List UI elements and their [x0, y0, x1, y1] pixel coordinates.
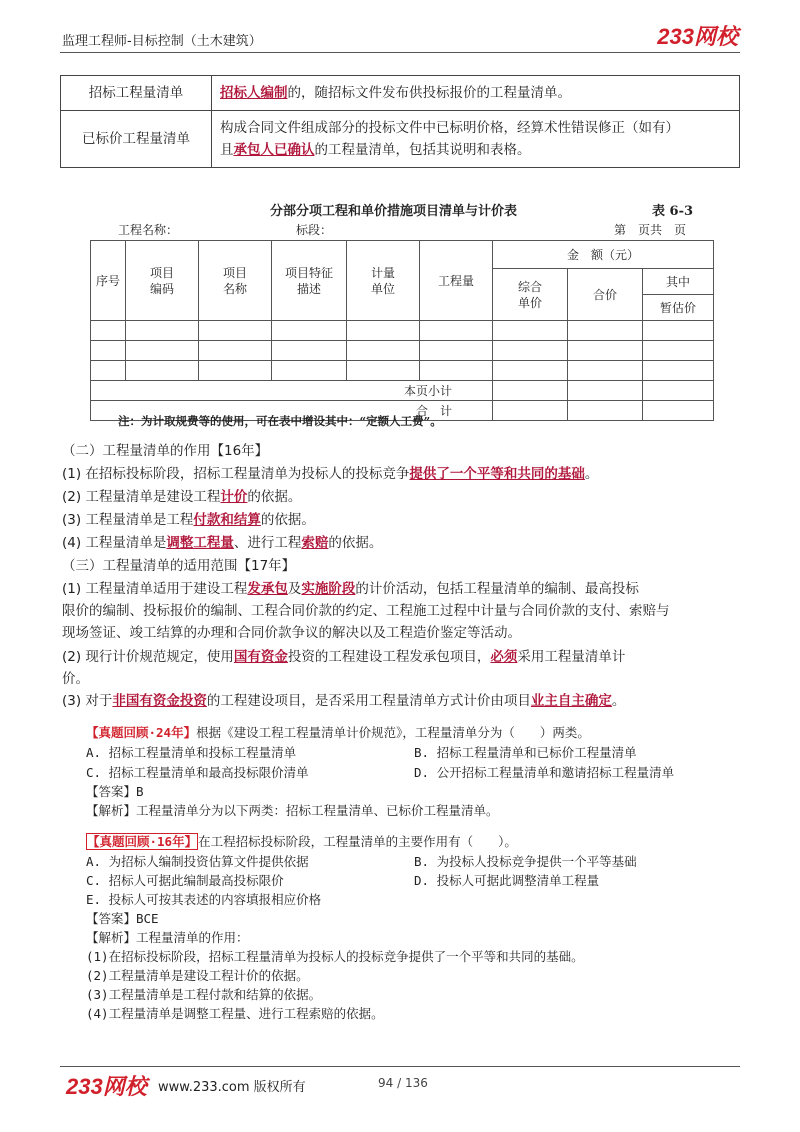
question-option: A. 招标工程量清单和投标工程量清单 — [86, 745, 297, 760]
table-title: 分部分项工程和单价措施项目清单与计价表 — [270, 204, 518, 219]
table-row — [91, 321, 714, 341]
col-amount: 金 额（元） — [493, 241, 714, 269]
col-seq: 序号 — [91, 241, 126, 321]
footer-copyright[interactable]: www.233.com 版权所有 — [158, 1080, 306, 1095]
question-tag: 【真题回顾·24年】 — [86, 725, 197, 740]
question-option: C. 招标工程量清单和最高投标限价清单 — [86, 765, 309, 780]
col-code: 项目编码 — [126, 241, 199, 321]
question-analysis: 【解析】工程量清单的作用： — [86, 930, 249, 945]
brand-logo: 233网校 — [657, 24, 738, 49]
question-option: E. 投标人可按其表述的内容填报相应价格 — [86, 892, 322, 907]
analysis-point: (3)工程量清单是工程付款和结算的依据。 — [86, 987, 322, 1002]
col-unit: 计量单位 — [347, 241, 420, 321]
col-name: 项目名称 — [199, 241, 272, 321]
section2-item: (2) 工程量清单是建设工程计价的依据。 — [62, 489, 302, 505]
section3-paragraph: (2) 现行计价规范规定，使用国有资金投资的工程建设工程发承包项目，必须采用工程量清单计 价。 — [62, 649, 626, 687]
table-note: 注：为计取规费等的使用，可在表中增设其中：“定额人工费”。 — [118, 414, 442, 428]
table-row — [91, 361, 714, 381]
definition-table — [60, 75, 740, 168]
question-stem: 【真题回顾·16年】在工程招标投标阶段，工程量清单的主要作用有（ ）。 — [87, 834, 517, 849]
question-option: B. 为投标人投标竞争提供一个平等基础 — [414, 854, 637, 869]
definition-row — [61, 76, 740, 111]
question-tag: 【真题回顾·16年】 — [87, 834, 198, 849]
definition-term: 已标价工程量清单 — [61, 111, 212, 168]
col-desc: 项目特征描述 — [272, 241, 347, 321]
table-number: 表 6-3 — [652, 204, 694, 219]
section3-paragraph: (1) 工程量清单适用于建设工程发承包及实施阶段的计价活动，包括工程量清单的编制、最高投标 限价的编制、投标报价的编制、工程合同价款的约定、工程施工过程中计量与合同价款的支付、索赔与 现场签证、竣工结算的办理和合同价款争议的解决以及工程造价鉴定等活动。 — [62, 581, 670, 641]
pricing-table — [90, 240, 714, 421]
project-name-label: 工程名称： — [118, 223, 179, 237]
definition-term: 招标工程量清单 — [61, 76, 212, 111]
section3-heading: （三）工程量清单的适用范围【17年】 — [62, 558, 296, 574]
col-among: 其中 — [643, 269, 714, 295]
question-option: C. 招标人可据此编制最高投标限价 — [86, 873, 284, 888]
section2-item: (1) 在招标投标阶段，招标工程量清单为投标人的投标竞争提供了一个平等和共同的基础。 — [62, 466, 599, 482]
section2-heading: （二）工程量清单的作用【16年】 — [62, 443, 269, 459]
col-qty: 工程量 — [420, 241, 493, 321]
col-unit-price: 综合单价 — [493, 269, 568, 321]
total-row: 合 计 — [91, 401, 714, 421]
section2-item: (3) 工程量清单是工程付款和结算的依据。 — [62, 512, 315, 528]
section-label: 标段： — [296, 223, 333, 237]
question-option: B. 招标工程量清单和已标价工程量清单 — [414, 745, 637, 760]
question-option: A. 为招标人编制投资估算文件提供依据 — [86, 854, 309, 869]
col-provisional: 暂估价 — [643, 295, 714, 321]
page-label: 第 页共 页 — [614, 223, 687, 237]
subtotal-row: 本页小计 — [91, 381, 714, 401]
question-option: D. 公开招标工程量清单和邀请招标工程量清单 — [414, 765, 675, 780]
definition-row — [61, 111, 740, 168]
question-analysis: 【解析】工程量清单分为以下两类：招标工程量清单、已标价工程量清单。 — [86, 803, 499, 818]
analysis-point: (2)工程量清单是建设工程计价的依据。 — [86, 968, 309, 983]
page-number: 94 / 136 — [378, 1076, 428, 1090]
question-stem: 【真题回顾·24年】根据《建设工程工程量清单计价规范》，工程量清单分为（ ）两类。 — [86, 725, 590, 740]
document-header-title: 监理工程师-目标控制（土木建筑） — [62, 34, 262, 49]
footer-rule — [60, 1066, 740, 1067]
question-option: D. 投标人可据此调整清单工程量 — [414, 873, 600, 888]
definition-text: 构成合同文件组成部分的投标文件中已标明价格，经算术性错误修正（如有） 且承包人已确认的工程量清单，包括其说明和表格。 — [212, 111, 740, 168]
analysis-point: (4)工程量清单是调整工程量、进行工程索赔的依据。 — [86, 1006, 384, 1021]
header-rule — [60, 52, 740, 53]
table-row — [91, 341, 714, 361]
section3-paragraph: (3) 对于非国有资金投资的工程建设项目，是否采用工程量清单方式计价由项目业主自主确定。 — [62, 693, 626, 709]
footer-logo: 233网校 — [66, 1074, 147, 1099]
question-answer: 【答案】B — [86, 784, 144, 799]
section2-item: (4) 工程量清单是调整工程量、进行工程索赔的依据。 — [62, 535, 383, 551]
analysis-point: (1)在招标投标阶段，招标工程量清单为投标人的投标竞争提供了一个平等和共同的基础。 — [86, 949, 584, 964]
col-total-price: 合价 — [568, 269, 643, 321]
question-answer: 【答案】BCE — [86, 911, 159, 926]
definition-text: 招标人编制的，随招标文件发布供投标报价的工程量清单。 — [212, 76, 740, 111]
